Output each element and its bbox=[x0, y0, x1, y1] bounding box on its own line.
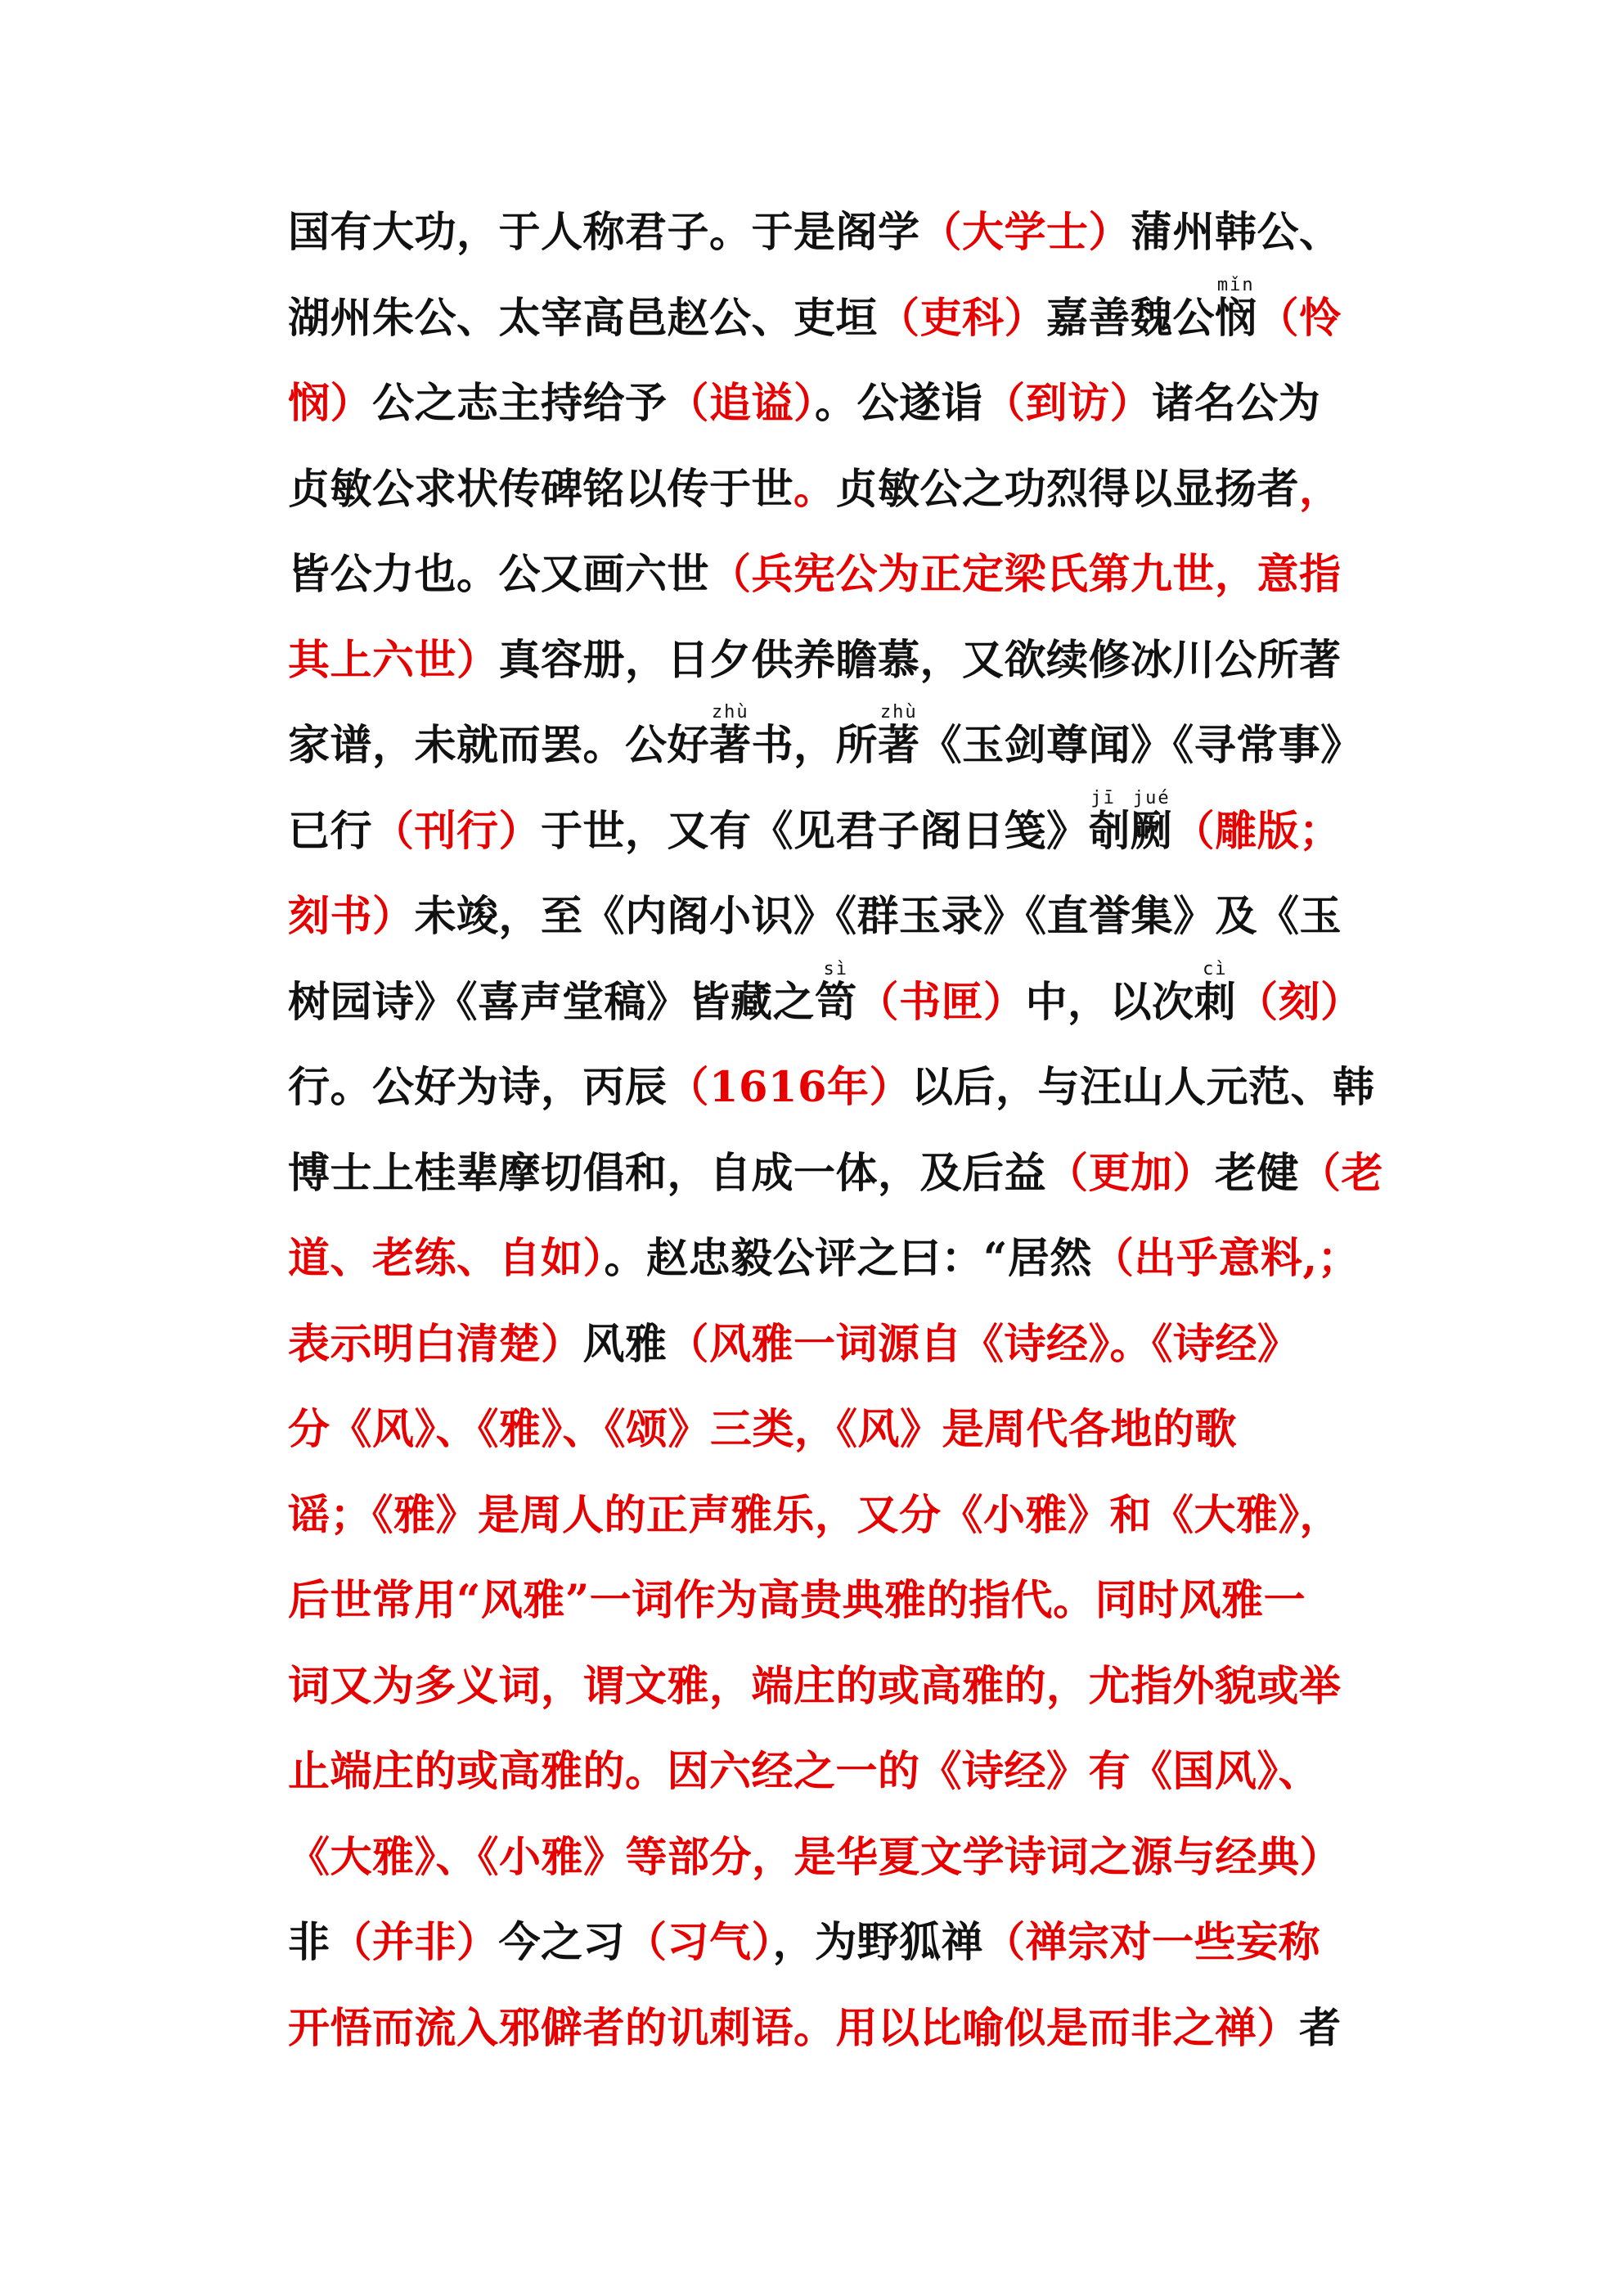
body-text: 公之志主持给予 bbox=[372, 379, 668, 428]
annotation-text: 分《风》、《雅》、《颂》三类，《风》是周代各地的歌 bbox=[288, 1405, 1238, 1454]
text-line bbox=[288, 447, 1368, 533]
annotation-text: 刻书） bbox=[288, 892, 415, 941]
body-text: 家谱，未就而罢。公好 bbox=[288, 721, 710, 770]
body-text: 已行 bbox=[288, 806, 373, 856]
annotation-text: 。 bbox=[794, 464, 836, 514]
annotation-text: （更加） bbox=[1046, 1148, 1216, 1198]
pinyin: zhù bbox=[878, 702, 920, 723]
annotation-text: 后世常用“风雅”一词作为高贵典雅的指代。同时风雅一 bbox=[288, 1576, 1306, 1625]
text-line bbox=[288, 1216, 1368, 1302]
annotation-text: （习气） bbox=[625, 1918, 773, 1967]
pinyin: zhù bbox=[709, 702, 752, 723]
text-line bbox=[288, 1644, 1368, 1730]
annotation-text: （1616年） bbox=[667, 1063, 911, 1112]
text-line bbox=[288, 1900, 1368, 1986]
body-text: ，为野狐禅 bbox=[772, 1918, 984, 1967]
body-text: 风雅 bbox=[582, 1319, 668, 1369]
annotation-text: （并非） bbox=[330, 1918, 499, 1967]
body-text: 非 bbox=[288, 1918, 330, 1967]
body-text: 者 bbox=[1299, 2003, 1342, 2053]
body-text: 贞敏公之功烈得以显扬者 bbox=[835, 464, 1300, 514]
body-text: 诸名公为 bbox=[1152, 379, 1321, 428]
text-line bbox=[288, 1302, 1368, 1388]
text-line bbox=[288, 1986, 1368, 2072]
annotation-text: 止端庄的或高雅的。因六经之一的《诗经》有《国风》、 bbox=[288, 1747, 1321, 1796]
body-text: 真容册，日夕供养瞻慕，又欲续修冰川公所著 bbox=[498, 635, 1342, 685]
body-text: 湖州朱公、太宰高邑赵公、吏垣 bbox=[288, 293, 879, 343]
annotation-text: （兵宪公为正定梁氏第九世，意指 bbox=[709, 550, 1342, 599]
annotation-text: 表示明白清楚） bbox=[288, 1319, 583, 1369]
text-line bbox=[288, 874, 1368, 960]
annotation-text: ， bbox=[1299, 464, 1342, 514]
body-text: 。赵忠毅公评之曰：“居然 bbox=[604, 1234, 1092, 1283]
annotation-text: （风雅一词源自《诗经》。《诗经》 bbox=[667, 1319, 1300, 1369]
pinyin-annotated-char: 著zhù bbox=[709, 702, 752, 770]
body-text: 《玉剑尊闻》《寻常事》 bbox=[919, 721, 1363, 770]
annotation-text: （禅宗对一些妄称 bbox=[983, 1918, 1321, 1967]
annotation-text: （大学士） bbox=[919, 208, 1131, 257]
annotation-text: （雕版； bbox=[1172, 806, 1342, 856]
text-line bbox=[288, 1473, 1368, 1559]
body-text: 书，所 bbox=[751, 721, 879, 770]
body-text: 贞敏公求状传碑铭以传于世 bbox=[288, 464, 794, 514]
pinyin: jī jué bbox=[1088, 787, 1173, 808]
body-text: 蒲州韩公、 bbox=[1131, 208, 1342, 257]
annotation-text: 谣；《雅》是周人的正声雅乐，又分《小雅》和《大雅》， bbox=[288, 1490, 1342, 1540]
pinyin: sì bbox=[815, 958, 857, 979]
body-text: 国有大功，于人称君子。于是阁学 bbox=[288, 208, 920, 257]
text-line bbox=[288, 276, 1368, 362]
annotation-text: 其上六世） bbox=[288, 635, 499, 685]
body-text: 今之习 bbox=[498, 1918, 626, 1967]
body-text: 于世，又有《见君子阁日笺》 bbox=[541, 806, 1089, 856]
pinyin-annotated-char: 剞劂jī jué bbox=[1088, 787, 1173, 856]
annotation-text: （老 bbox=[1299, 1148, 1384, 1198]
pinyin-annotated-char: 悯mǐn bbox=[1215, 274, 1257, 343]
body-text: 行。公好为诗，丙辰 bbox=[288, 1063, 668, 1112]
text-line bbox=[288, 361, 1368, 447]
text-line bbox=[288, 1729, 1368, 1815]
pinyin: cì bbox=[1194, 958, 1237, 979]
annotation-text: （刊行） bbox=[372, 806, 542, 856]
annotation-text: 开悟而流入邪僻者的讥刺语。用以比喻似是而非之禅） bbox=[288, 2003, 1300, 2053]
text-line bbox=[288, 1131, 1384, 1217]
annotation-text: （出乎意料,； bbox=[1091, 1234, 1360, 1283]
annotation-text: （吏科） bbox=[878, 293, 1047, 343]
body-text: 博士上桂辈摩切倡和，自成一体，及后益 bbox=[288, 1148, 1047, 1198]
text-line bbox=[288, 190, 1368, 276]
text-line bbox=[288, 618, 1368, 704]
text-line bbox=[288, 1387, 1368, 1473]
annotation-text: （到访） bbox=[983, 379, 1153, 428]
text-line bbox=[288, 703, 1368, 789]
annotated-classical-text bbox=[288, 190, 1384, 2071]
text-line bbox=[288, 1045, 1375, 1131]
pinyin: mǐn bbox=[1215, 274, 1257, 295]
text-line bbox=[288, 789, 1368, 875]
annotation-text: 《大雅》、《小雅》等部分，是华夏文学诗词之源与经典） bbox=[288, 1832, 1342, 1882]
body-text: 树园诗》《喜声堂稿》皆藏之 bbox=[288, 977, 816, 1027]
text-line bbox=[288, 1815, 1368, 1901]
body-text: 老健 bbox=[1215, 1148, 1300, 1198]
annotation-text: （书匣） bbox=[856, 977, 1026, 1027]
text-line bbox=[288, 1558, 1368, 1644]
body-text: 中，以次 bbox=[1025, 977, 1194, 1027]
text-line bbox=[288, 960, 1368, 1046]
annotation-text: （怜 bbox=[1257, 293, 1342, 343]
text-line bbox=[288, 532, 1368, 618]
annotation-text: 道、老练、自如） bbox=[288, 1234, 605, 1283]
body-text: 以后，与汪山人元范、韩 bbox=[910, 1063, 1375, 1112]
annotation-text: 悯） bbox=[288, 379, 373, 428]
body-text: 嘉善魏公 bbox=[1046, 293, 1216, 343]
annotation-text: （追谥） bbox=[667, 379, 816, 428]
body-text: 未竣，至《内阁小识》《群玉录》《直誉集》及《玉 bbox=[414, 892, 1342, 941]
pinyin-annotated-char: 刺cì bbox=[1194, 958, 1237, 1027]
body-text: 。公遂诣 bbox=[815, 379, 984, 428]
body-text: 皆公力也。公又画六世 bbox=[288, 550, 710, 599]
pinyin-annotated-char: 著zhù bbox=[878, 702, 920, 770]
annotation-text: 词又为多义词，谓文雅，端庄的或高雅的，尤指外貌或举 bbox=[288, 1661, 1342, 1711]
annotation-text: （刻） bbox=[1236, 977, 1363, 1027]
pinyin-annotated-char: 笥sì bbox=[815, 958, 857, 1027]
